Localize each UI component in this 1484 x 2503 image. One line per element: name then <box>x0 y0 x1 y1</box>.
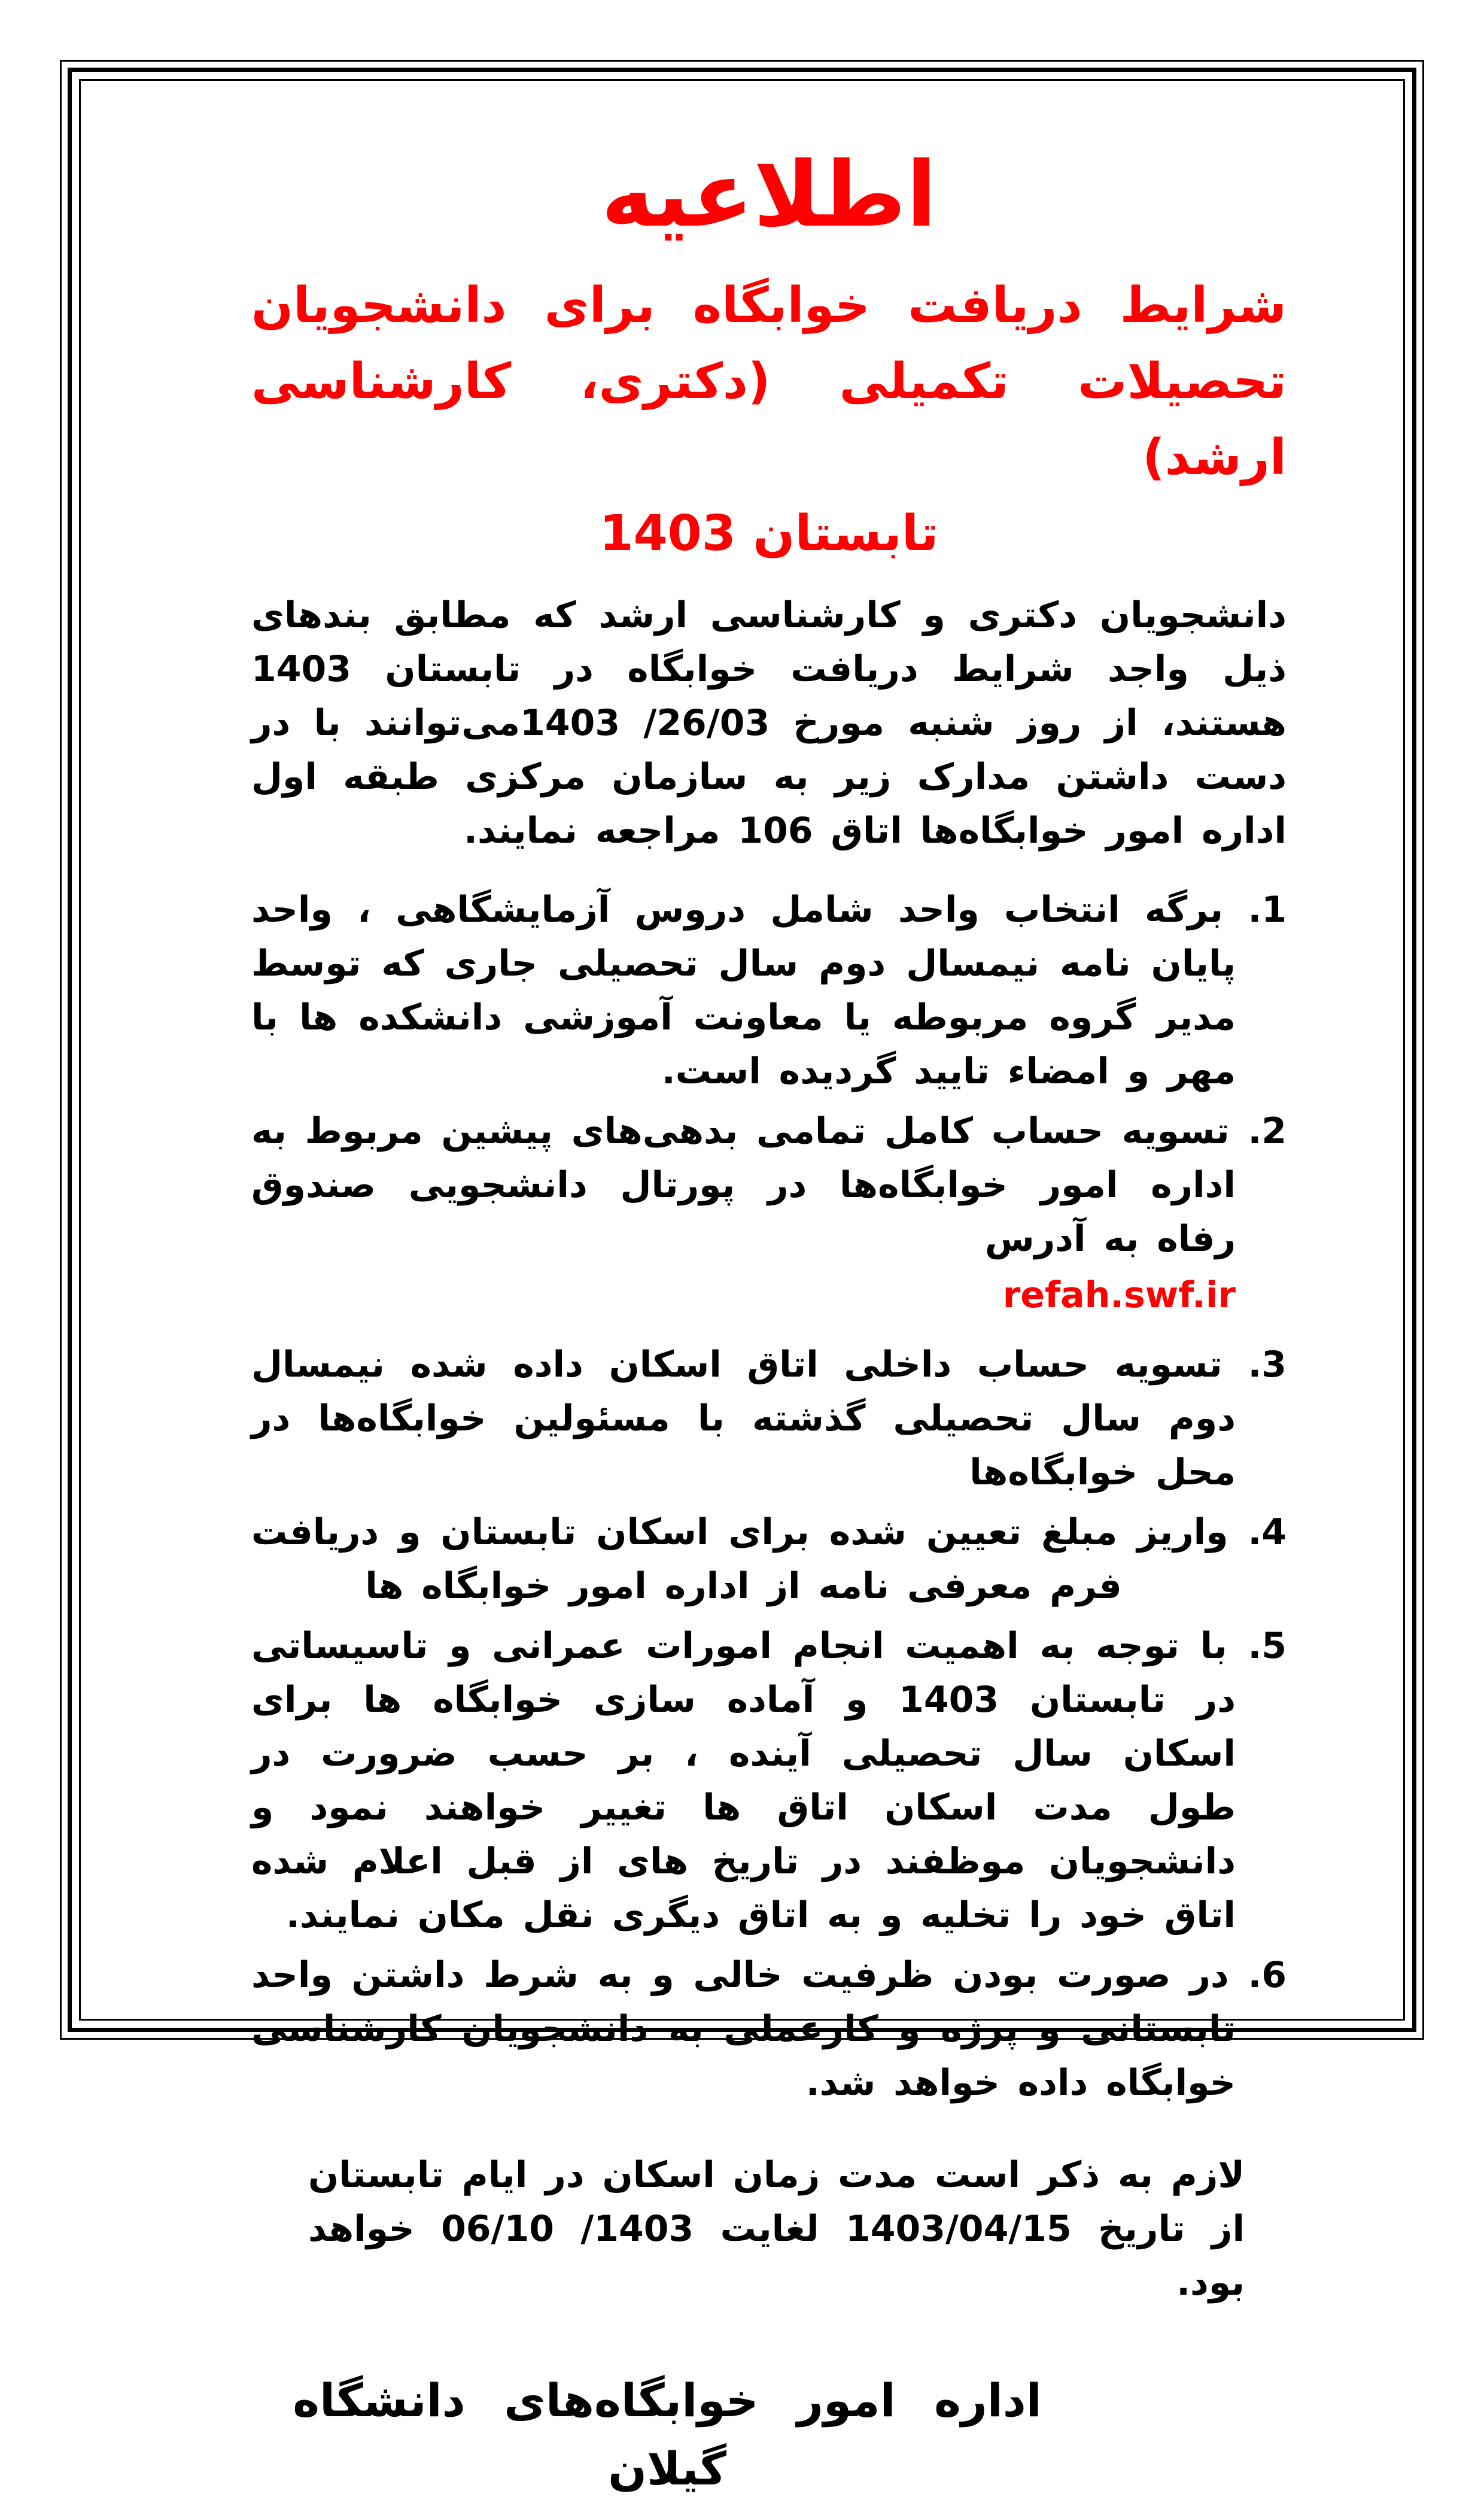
list-item: 4. واریز مبلغ تعیین شده برای اسکان تابستان و دریافت فرم معرفی نامه از اداره امور خوابگاه ها <box>251 1511 1287 1607</box>
subtitle-line-3: تابستان 1403 <box>599 505 939 562</box>
list-item: 5. با توجه به اهمیت انجام امورات عمرانی و تاسیساتی در تابستان 1403 و آماده سازی خوابگاه ها برای اسکان سال تحصیلی آینده ، بر حسب ضرورت در طول مدت اسکان اتاق ها تغییر خواهند نمود و دانشجویان موظفند در تاریخ های از قبل اعلام شده اتاق خود را تخلیه و به اتاق دیگری نقل مکان نمایند. <box>251 1624 1287 1936</box>
list-item: 6. در صورت بودن ظرفیت خالی و به شرط داشتن واحد تابستانی و پرژه و کارعملی به دانشجویان کارشناسی خوابگاه داده خواهد شد. <box>251 1954 1287 2104</box>
list-item-number: 2. <box>1248 1110 1287 1152</box>
list-item-number: 4. <box>1248 1511 1287 1553</box>
intro-paragraph: دانشجویان دکتری و کارشناسی ارشد که مطابق بندهای ذیل واجد شرایط دریافت خوابگاه در تابستان 1403 هستند، از روز شنبه مورخ 26/03/ 1403می‌توانند با در دست داشتن مدارک زیر به سازمان مرکزی طبقه اول اداره امور خوابگاه‌ها اتاق 106 مراجعه نمایند. <box>251 594 1287 852</box>
list-item-number: 3. <box>1248 1343 1287 1386</box>
notice-content <box>81 81 1403 2495</box>
subtitle-line-2: تحصیلات تکمیلی (دکتری، کارشناسی ارشد) <box>251 353 1287 486</box>
list-item-number: 6. <box>1248 1954 1287 1996</box>
list-item: 1. برگه انتخاب واحد شامل دروس آزمایشگاهی ، واحد پایان نامه نیمسال دوم سال تحصیلی جاری که توسط مدیر گروه مربوطه یا معاونت آموزشی دانشکده ها با مهر و امضاء تایید گردیده است. <box>251 888 1287 1092</box>
closing-note: لازم به ذکر است مدت زمان اسکان در ایام تابستان از تاریخ 1403/04/15 لغایت 1403/ 06/10 خواهد بود. <box>308 2153 1245 2304</box>
list-item-number: 1. <box>1248 888 1287 931</box>
subtitle-line-1: شرایط دریافت خوابگاه برای دانشجویان <box>251 277 1287 334</box>
signature-line: اداره امور خوابگاه‌های دانشگاه گیلان <box>293 2373 1042 2495</box>
notice-title: اطلاعیه <box>601 143 937 247</box>
requirements-list <box>251 883 1287 2110</box>
notice-subtitle <box>251 268 1287 572</box>
list-item: 3. تسویه حساب داخلی اتاق اسکان داده شده نیمسال دوم سال تحصیلی گذشته با مسئولین خوابگاه‌ها در محل خوابگاه‌ها <box>251 1343 1287 1493</box>
refah-portal-url: refah.swf.ir <box>1002 1274 1236 1316</box>
list-item-number: 5. <box>1248 1624 1287 1667</box>
list-item: 2. تسویه حساب کامل تمامی بدهی‌های پیشین مربوط به اداره امور خوابگاه‌ها در پورتال دانشجویی صندوق رفاه به آدرس refah.swf.ir <box>251 1104 1287 1322</box>
